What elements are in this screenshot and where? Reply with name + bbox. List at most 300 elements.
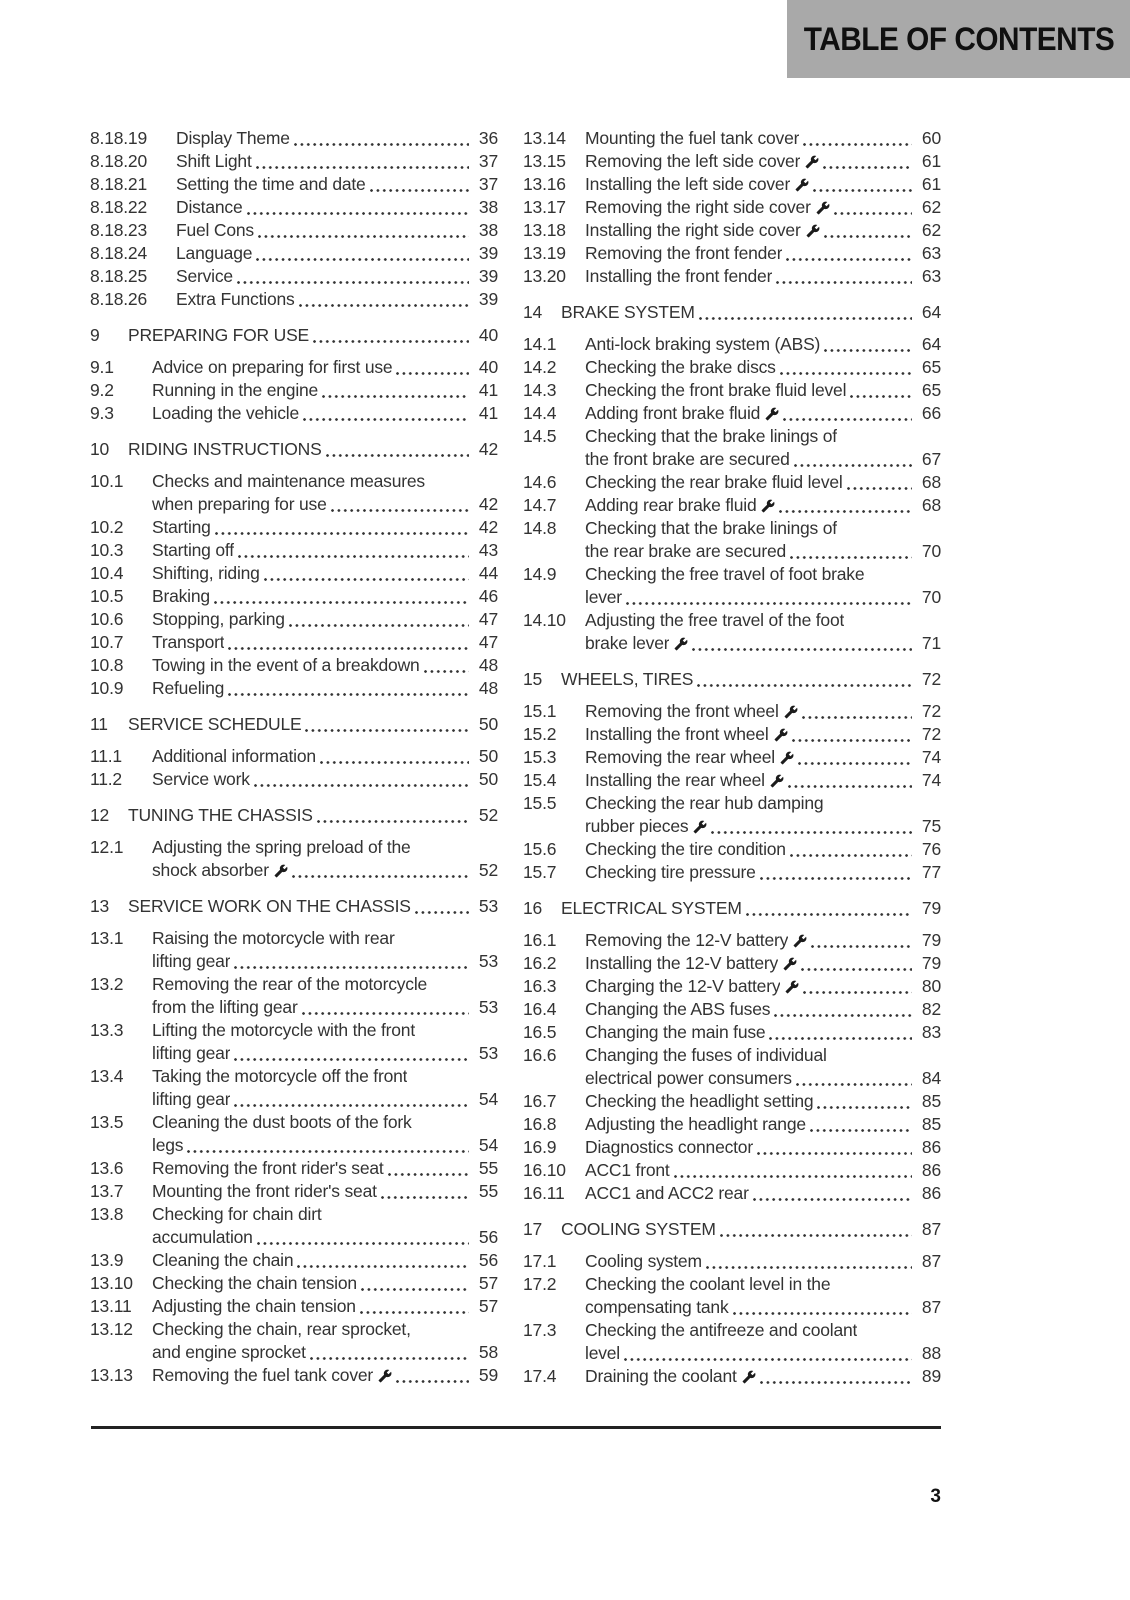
wrench-icon [770,770,784,793]
toc-entry-line [176,127,498,150]
toc-page-number: 53 [478,997,498,1017]
toc-entry-title: Shift Light [176,151,252,171]
toc-page-number: 87 [921,1297,941,1317]
toc-entry-title: Checking that the brake linings of [585,426,837,446]
toc-entry-title: the rear brake are secured [585,541,787,561]
toc-page-number: 67 [921,449,941,469]
toc-entry-body [585,1182,941,1205]
toc-page-number: 54 [478,1089,498,1109]
dot-leader [774,1014,912,1017]
wrench-icon [693,816,707,839]
toc-column-right [523,127,941,1388]
toc-page-number: 54 [478,1135,498,1155]
toc-page-number: 52 [478,860,498,880]
dot-leader [697,684,912,687]
toc-entry-number: 8.18.24 [90,243,147,263]
toc-entry-line [152,1226,498,1249]
toc-page-number: 65 [921,357,941,377]
dot-leader [247,212,470,215]
toc-page-number: 74 [921,770,941,790]
toc-entry-number: 16.8 [523,1114,557,1134]
toc-page-number: 79 [921,930,941,950]
toc-entry-title: Service work [152,769,250,789]
toc-entry-body [585,1136,941,1159]
toc-entry-row [523,196,941,219]
toc-page-number: 62 [921,220,941,240]
toc-entry-title: Checking tire pressure [585,862,756,882]
toc-entry-line [152,996,498,1019]
dot-leader [228,647,469,650]
toc-entry-body [176,150,498,173]
dot-leader [624,1358,912,1361]
toc-entry-line [176,265,498,288]
toc-entry-body [585,563,941,609]
toc-entry-body [152,562,498,585]
toc-entry-line [585,127,941,150]
toc-entry-title: Refueling [152,678,225,698]
dot-leader [733,1312,913,1315]
toc-entry-line [585,792,941,815]
toc-entry-row [523,1273,941,1319]
toc-section-row [523,1218,941,1241]
toc-entry-line [152,562,498,585]
toc-entry-title: Cooling system [585,1251,702,1271]
dot-leader [692,648,912,651]
dot-leader [326,454,469,457]
dot-leader [424,670,469,673]
toc-page-number: 48 [478,678,498,698]
toc-entry-number: 13.6 [90,1158,124,1178]
toc-entry-line [585,1319,941,1342]
toc-page-number: 39 [478,243,498,263]
toc-entry-title: Shifting, riding [152,563,260,583]
dot-leader [289,624,469,627]
toc-entry-number: 15.1 [523,701,557,721]
toc-entry-body [585,517,941,563]
toc-entry-row [90,150,498,173]
toc-entry-line [152,1295,498,1318]
toc-page-number: 82 [921,999,941,1019]
toc-entry-body [585,975,941,998]
toc-entry-line [585,402,941,425]
dot-leader [317,820,469,823]
toc-entry-body [585,861,941,884]
dot-leader [801,968,912,971]
toc-entry-row [523,517,941,563]
toc-page-number: 80 [921,976,941,996]
dot-leader [779,510,912,513]
toc-entry-line [152,973,498,996]
dot-leader [783,418,912,421]
toc-entry-title: Checking the free travel of foot brake [585,564,865,584]
toc-page-number: 62 [921,197,941,217]
toc-entry-body [152,1249,498,1272]
toc-entry-line [152,1272,498,1295]
toc-entry-line [585,242,941,265]
toc-section-number: 15 [523,669,543,689]
toc-entry-body [152,1318,498,1364]
toc-entry-body [585,425,941,471]
dot-leader [834,212,912,215]
toc-entry-title: Stopping, parking [152,609,285,629]
toc-entry-line [585,356,941,379]
toc-entry-number: 14.5 [523,426,557,446]
toc-entry-line [152,631,498,654]
toc-entry-title: when preparing for use [152,494,327,514]
dot-leader [798,762,912,765]
dot-leader [415,911,469,914]
toc-entry-title: Changing the main fuse [585,1022,766,1042]
toc-entry-title: accumulation [152,1227,253,1247]
toc-entry-line [585,173,941,196]
toc-entry-number: 10.9 [90,678,124,698]
toc-entry-number: 13.2 [90,974,124,994]
toc-entry-number: 13.15 [523,151,566,171]
toc-entry-title: Diagnostics connector [585,1137,753,1157]
toc-entry-row [523,1319,941,1365]
toc-entry-line [585,494,941,517]
toc-entry-row [523,333,941,356]
toc-entry-title: Extra Functions [176,289,295,309]
toc-section-number: 12 [90,805,110,825]
toc-entry-title: Installing the right side cover [585,220,801,240]
toc-page-number: 55 [478,1158,498,1178]
dot-leader [776,281,912,284]
toc-entry-number: 8.18.19 [90,128,147,148]
dot-leader [187,1150,469,1153]
toc-entry-row [523,952,941,975]
toc-entry-row [90,745,498,768]
wrench-icon [765,403,779,426]
toc-entry-line [585,700,941,723]
toc-page-number: 36 [478,128,498,148]
toc-entry-line [585,1067,941,1090]
toc-entry-body [152,836,498,882]
toc-entry-body [585,173,941,196]
toc-entry-line [152,1134,498,1157]
toc-section-title: TUNING THE CHASSIS [128,805,313,825]
dot-leader [811,945,912,948]
wrench-icon [378,1365,392,1388]
toc-page-number: 37 [478,151,498,171]
toc-entry-line [152,950,498,973]
toc-entry-row [90,654,498,677]
toc-entry-row [523,998,941,1021]
toc-entry-row [90,1364,498,1387]
toc-entry-row [523,356,941,379]
toc-entry-body [176,242,498,265]
toc-entry-line [585,998,941,1021]
dot-leader [794,464,912,467]
toc-entry-body [152,927,498,973]
toc-entry-row [523,723,941,746]
toc-entry-title: and engine sprocket [152,1342,306,1362]
toc-page-number: 79 [921,898,941,918]
toc-entry-row [90,836,498,882]
toc-entry-line [585,632,941,655]
toc-entry-title: Installing the rear wheel [585,770,765,790]
toc-section-title: COOLING SYSTEM [561,1219,716,1239]
toc-entry-row [90,539,498,562]
toc-entry-number: 13.1 [90,928,124,948]
toc-page-number: 59 [478,1365,498,1385]
toc-entry-row [523,563,941,609]
toc-entry-line [152,859,498,882]
toc-entry-title: Checking the antifreeze and coolant [585,1320,858,1340]
toc-entry-body [585,1159,941,1182]
toc-entry-body [585,723,941,746]
toc-entry-line [585,1113,941,1136]
dot-leader [320,761,469,764]
toc-entry-line [585,448,941,471]
toc-section-row [90,438,498,461]
dot-leader [626,602,912,605]
toc-section-row [523,897,941,920]
toc-entry-body [585,356,941,379]
page-number: 3 [930,1486,941,1507]
toc-entry-body [176,219,498,242]
toc-entry-number: 10.2 [90,517,124,537]
toc-page-number: 86 [921,1160,941,1180]
toc-entry-row [90,356,498,379]
toc-entry-number: 14.4 [523,403,557,423]
toc-entry-row [523,402,941,425]
dot-leader [381,1196,469,1199]
toc-entry-line [152,516,498,539]
toc-page-number: 72 [921,724,941,744]
toc-entry-row [90,1019,498,1065]
toc-page-number: 41 [478,380,498,400]
toc-entry-line [152,1088,498,1111]
toc-entry-row [90,1180,498,1203]
toc-entry-line [585,861,941,884]
toc-entry-title: Taking the motorcycle off the front [152,1066,408,1086]
toc-entry-body [176,265,498,288]
toc-entry-title: electrical power consumers [585,1068,792,1088]
toc-entry-line [176,173,498,196]
toc-page-number: 64 [921,334,941,354]
toc-entry-title: lifting gear [152,1089,231,1109]
toc-entry-line [585,929,941,952]
wrench-icon [806,220,820,243]
toc-entry-line [585,815,941,838]
toc-entry-title: shock absorber [152,860,269,880]
toc-entry-body [585,127,941,150]
dot-leader [228,693,469,696]
toc-entry-body [585,609,941,655]
toc-entry-title: Fuel Cons [176,220,254,240]
toc-page-number: 53 [478,1043,498,1063]
toc-entry-row [523,1044,941,1090]
toc-page-number: 84 [921,1068,941,1088]
toc-entry-body [152,1272,498,1295]
dot-leader [331,509,469,512]
toc-page-number: 61 [921,174,941,194]
toc-entry-row [90,516,498,539]
toc-entry-line [585,1296,941,1319]
toc-page-number: 44 [478,563,498,583]
toc-entry-row [90,196,498,219]
toc-entry-title: the front brake are secured [585,449,790,469]
toc-entry-title: Checking the chain, rear sprocket, [152,1319,411,1339]
toc-entry-line [152,1111,498,1134]
toc-page-number: 56 [478,1250,498,1270]
toc-entry-row [523,1365,941,1388]
toc-entry-number: 17.2 [523,1274,557,1294]
toc-entry-line [585,1250,941,1273]
wrench-icon [785,976,799,999]
toc-entry-line [585,1182,941,1205]
toc-entry-number: 10.6 [90,609,124,629]
toc-entry-row [523,471,941,494]
toc-entry-line [152,1180,498,1203]
toc-entry-row [90,677,498,700]
toc-entry-line [585,1044,941,1067]
toc-entry-row [90,1203,498,1249]
dot-leader [706,1266,912,1269]
toc-entry-number: 16.4 [523,999,557,1019]
toc-section-row [90,804,498,827]
toc-page-number: 40 [478,325,498,345]
wrench-icon [761,495,775,518]
toc-entry-title: lifting gear [152,951,231,971]
toc-entry-line [585,517,941,540]
toc-entry-line [585,609,941,632]
toc-entry-title: Removing the right side cover [585,197,811,217]
toc-entry-title: ACC1 front [585,1160,670,1180]
toc-entry-number: 10.1 [90,471,124,491]
dot-leader [313,340,469,343]
toc-entry-title: Towing in the event of a breakdown [152,655,420,675]
toc-entry-number: 13.9 [90,1250,124,1270]
wrench-icon [780,747,794,770]
toc-entry-line [585,379,941,402]
toc-page-number: 50 [478,714,498,734]
toc-entry-number: 13.7 [90,1181,124,1201]
toc-entry-row [523,1182,941,1205]
toc-entry-title: Checking that the brake linings of [585,518,837,538]
toc-entry-number: 13.17 [523,197,566,217]
toc-entry-body [585,1273,941,1319]
toc-entry-number: 16.7 [523,1091,557,1111]
toc-page-number: 88 [921,1343,941,1363]
toc-entry-number: 10.7 [90,632,124,652]
toc-entry-title: Service [176,266,233,286]
toc-page-number: 89 [921,1366,941,1386]
toc-page-number: 83 [921,1022,941,1042]
toc-entry-title: Checks and maintenance measures [152,471,425,491]
toc-entry-row [90,379,498,402]
toc-entry-number: 13.11 [90,1296,132,1316]
toc-entry-line [585,150,941,173]
toc-entry-body [176,173,498,196]
wrench-icon [742,1366,756,1389]
toc-entry-number: 9.2 [90,380,114,400]
toc-page-number: 63 [921,266,941,286]
toc-entry-title: Checking the coolant level in the [585,1274,831,1294]
dot-leader [769,1037,912,1040]
dot-leader [746,913,912,916]
toc-entry-body [585,1319,941,1365]
toc-entry-row [90,562,498,585]
toc-entry-line [585,1273,941,1296]
toc-page-number: 47 [478,632,498,652]
dot-leader [264,578,469,581]
toc-section-number: 10 [90,439,110,459]
header-box [787,0,1130,78]
toc-entry-body [152,470,498,516]
toc-entry-number: 16.1 [523,930,557,950]
toc-entry-body [152,654,498,677]
toc-entry-line [585,1159,941,1182]
toc-entry-row [90,608,498,631]
toc-entry-title: Running in the engine [152,380,319,400]
toc-entry-line [152,493,498,516]
toc-entry-body [585,1021,941,1044]
toc-entry-row [90,219,498,242]
toc-entry-body [585,838,941,861]
toc-entry-row [90,585,498,608]
toc-entry-line [152,1065,498,1088]
dot-leader [796,1083,912,1086]
toc-entry-number: 13.4 [90,1066,124,1086]
toc-section-number: 16 [523,898,543,918]
toc-entry-row [523,1113,941,1136]
toc-page-number: 57 [478,1273,498,1293]
toc-entry-line [585,1021,941,1044]
dot-leader [303,418,469,421]
toc-entry-title: Adjusting the free travel of the foot [585,610,845,630]
dot-leader [847,487,912,490]
toc-entry-body [585,1090,941,1113]
toc-entry-number: 16.6 [523,1045,557,1065]
toc-entry-body [152,973,498,1019]
toc-entry-row [90,927,498,973]
toc-entry-body [176,288,498,311]
dot-leader [302,1012,469,1015]
toc-entry-row [90,973,498,1019]
toc-page-number: 43 [478,540,498,560]
toc-entry-number: 14.2 [523,357,557,377]
toc-section-row [90,713,498,736]
toc-entry-line [152,677,498,700]
dot-leader [256,166,469,169]
toc-entry-row [90,402,498,425]
toc-entry-body [585,929,941,952]
dot-leader [254,784,469,787]
toc-page-number: 38 [478,220,498,240]
toc-entry-number: 10.8 [90,655,124,675]
toc-entry-number: 14.3 [523,380,557,400]
toc-page-number: 39 [478,289,498,309]
dot-leader [396,372,469,375]
dot-leader [813,189,912,192]
toc-entry-title: Checking the brake discs [585,357,776,377]
toc-entry-line [585,746,941,769]
toc-entry-line [585,1342,941,1365]
toc-entry-number: 17.1 [523,1251,557,1271]
toc-entry-line [152,1341,498,1364]
toc-entry-title: Installing the 12-V battery [585,953,779,973]
toc-entry-number: 13.19 [523,243,566,263]
toc-entry-number: 15.2 [523,724,557,744]
toc-entry-row [523,769,941,792]
toc-entry-row [90,288,498,311]
toc-entry-number: 17.4 [523,1366,557,1386]
toc-page-number: 75 [921,816,941,836]
toc-entry-line [585,1090,941,1113]
dot-leader [237,281,469,284]
